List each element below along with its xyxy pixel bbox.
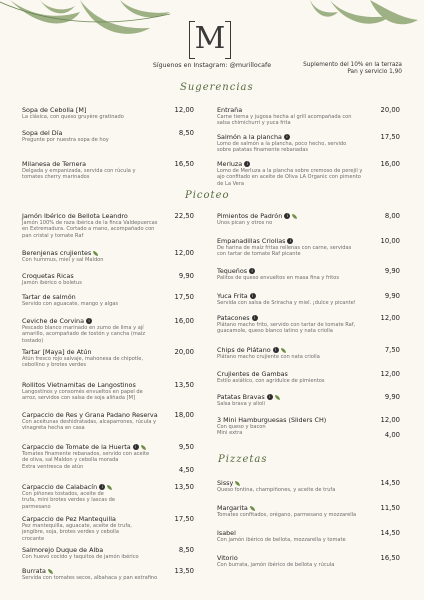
surcharge-note: Suplemento del 10% en la terraza Pan y servicio 1,90 bbox=[303, 62, 402, 75]
vegetarian-leaf-icon bbox=[107, 485, 112, 490]
menu-item: Rollitos Vietnamitas de Langostinos Langostinos y consomés envueltos en papel de arroz, servidos con salsa de soja aliñada [M] 13,50 bbox=[22, 381, 194, 402]
vegetarian-leaf-icon bbox=[281, 348, 286, 353]
vegetarian-leaf-icon bbox=[48, 569, 53, 574]
menu-item: Berenjenas crujientes Con hummus, miel y sal Maldon 12,00 bbox=[22, 249, 194, 263]
vegetarian-leaf-icon bbox=[235, 481, 240, 486]
menu-item: Sissy Queso fontina, champiñones, y aceite de trufa 14,50 bbox=[217, 479, 400, 493]
menu-item: Carpaccio de Calabacín i Con piñones tostados, aceite de trufa, mini brotes verdes y lascas de parmesano 13,50 bbox=[22, 483, 194, 510]
menu-item: Jamón Ibérico de Bellota Leandro Jamón 100% de raza ibérica de la finca Valdepuercas en Extremadura. Cortado a mano, acompañado con pan cristal y tomate Raf 22,50 bbox=[22, 212, 194, 239]
menu-item: Carpaccio de Tomate de la Huerta i Tomates finamente rebanados, servido con aceite de oliva, sal Maldon y cebolla morada Extra ventresca de atún 9,50 4,50 bbox=[22, 443, 194, 474]
menu-item: Sopa de Cebolla [M] La clásica, con queso gruyère gratinado 12,00 bbox=[22, 106, 194, 120]
menu-item: Vitorio Con burrata, jamón ibérico de bellota y rúcula 16,50 bbox=[217, 554, 400, 568]
menu-item: Yuca Frita i Servida con salsa de Sriracha y miel. ¡dulce y picante! 9,90 bbox=[217, 292, 400, 306]
menu-item: Carpaccio de Res y Grana Padano Reserva Con aceitunas deshidratadas, alcaparrones, rúcula y vinagreta hecha en casa 18,00 bbox=[22, 411, 194, 432]
menu-item: Crujientes de Gambas Estilo asiático, con agridulce de pimientos 12,00 bbox=[217, 370, 400, 384]
section-title-sugerencias: Sugerencias bbox=[180, 82, 254, 93]
menu-item: Entraña Carne tierna y jugosa hecha al grill acompañada con salsa chimichurri y yuca frita 20,00 bbox=[217, 106, 400, 127]
vegetarian-leaf-icon bbox=[141, 445, 146, 450]
menu-item: Isabel Con jamón ibérico de bellota, mozzarella y tomate 14,50 bbox=[217, 529, 400, 543]
menu-item: Chips de Plátano i Plátano macho crujiente con nata criolla 7,50 bbox=[217, 346, 400, 360]
allergen-badge-icon: i bbox=[287, 238, 293, 244]
allergen-badge-icon: i bbox=[284, 134, 290, 140]
menu-item: 3 Mini Hamburguesas (Sliders CH) Con queso y bacon Mini extra 12,00 4,00 bbox=[217, 416, 400, 439]
menu-item: Sopa del Día Pregunte por nuestra sopa de hoy 8,50 bbox=[22, 129, 194, 143]
leaf-decoration-top-right bbox=[300, 0, 424, 50]
menu-item: Carpaccio de Pez Mantequilla Pez mantequilla, aguacate, aceite de trufa, jengibre, soja, brotes verdes y cebolla crocante 17,50 bbox=[22, 515, 194, 542]
allergen-badge-icon: i bbox=[267, 394, 273, 400]
instagram-handle: Síguenos en Instagram: @murillocafe bbox=[152, 62, 272, 69]
allergen-badge-icon: i bbox=[284, 213, 290, 219]
leaf-decoration-top-left bbox=[0, 0, 175, 60]
vegetarian-leaf-icon bbox=[250, 506, 255, 511]
allergen-badge-icon: i bbox=[86, 318, 92, 324]
menu-item: Empanadillas Criollas i De harina de maíz fritas rellenas con carne, servidas con tartar de tomate Raf picante 10,00 bbox=[217, 237, 400, 258]
allergen-badge-icon: i bbox=[244, 161, 250, 167]
menu-item: Tartar [Maya] de Atún Atún fresco rojo salvaje, mahonesa de chipotle, cebollino y brotes verdes 20,00 bbox=[22, 348, 194, 369]
menu-item: Patacones i Plátano macho frito, servido con tartar de tomate Raf, guacamole, queso blanco latino y nata criolla 12,00 bbox=[217, 314, 400, 335]
section-title-picoteo: Picoteo bbox=[185, 190, 230, 201]
allergen-badge-icon: i bbox=[249, 268, 255, 274]
menu-item: Ceviche de Corvina i Pescado blanco marinado en zumo de lima y ají amarillo, acompañado de tostón y cancha (maíz tostado) 16,00 bbox=[22, 317, 194, 344]
menu-item: Margarita Tomates confitados, orégano, parmesano y mozzarella 11,50 bbox=[217, 504, 400, 518]
vegetarian-leaf-icon bbox=[275, 395, 280, 400]
allergen-badge-icon: i bbox=[273, 347, 279, 353]
vegetarian-leaf-icon bbox=[93, 251, 98, 256]
section-title-pizzetas: Pizzetas bbox=[218, 454, 268, 465]
restaurant-logo: M bbox=[189, 19, 231, 59]
menu-item: Croquetas Ricas Jamón ibérico o boletus 9,90 bbox=[22, 272, 194, 286]
allergen-badge-icon: i bbox=[133, 444, 139, 450]
menu-item: Pimientos de Padrón i Unos pican y otros no 8,00 bbox=[217, 212, 400, 226]
menu-item: Burrata Servida con tomates secos, albahaca y pan extrafino 13,50 bbox=[22, 567, 194, 581]
menu-item: Milanesa de Ternera Delgada y empanizada, servida con rúcula y tomates cherry marinados 16,50 bbox=[22, 160, 194, 181]
allergen-badge-icon: i bbox=[99, 484, 105, 490]
menu-item: Patatas Bravas i Salsa brava y alioli 9,90 bbox=[217, 393, 400, 407]
vegetarian-leaf-icon bbox=[292, 214, 297, 219]
allergen-badge-icon: i bbox=[252, 315, 258, 321]
allergen-badge-icon: i bbox=[250, 293, 256, 299]
menu-item: Salmorejo Duque de Alba Con huevo cocido y taquitos de jamón ibérico 8,50 bbox=[22, 546, 194, 560]
menu-item: Tartar de salmón Servido con aguacate, mango y algas 17,50 bbox=[22, 293, 194, 307]
menu-item: Salmón a la plancha i Lomo de salmón a la plancha, poco hecho, servido sobre patatas finamente rebanadas 17,50 bbox=[217, 133, 400, 154]
menu-item: Tequeños i Palitos de queso envueltos en masa fina y fritos 9,90 bbox=[217, 267, 400, 281]
menu-item: Merluza i Lomo de Merluza a la plancha sobre cremoso de perejil y ajo confitado en aceite de Oliva LA Organic con pimento de La Vera 16,00 bbox=[217, 160, 400, 187]
